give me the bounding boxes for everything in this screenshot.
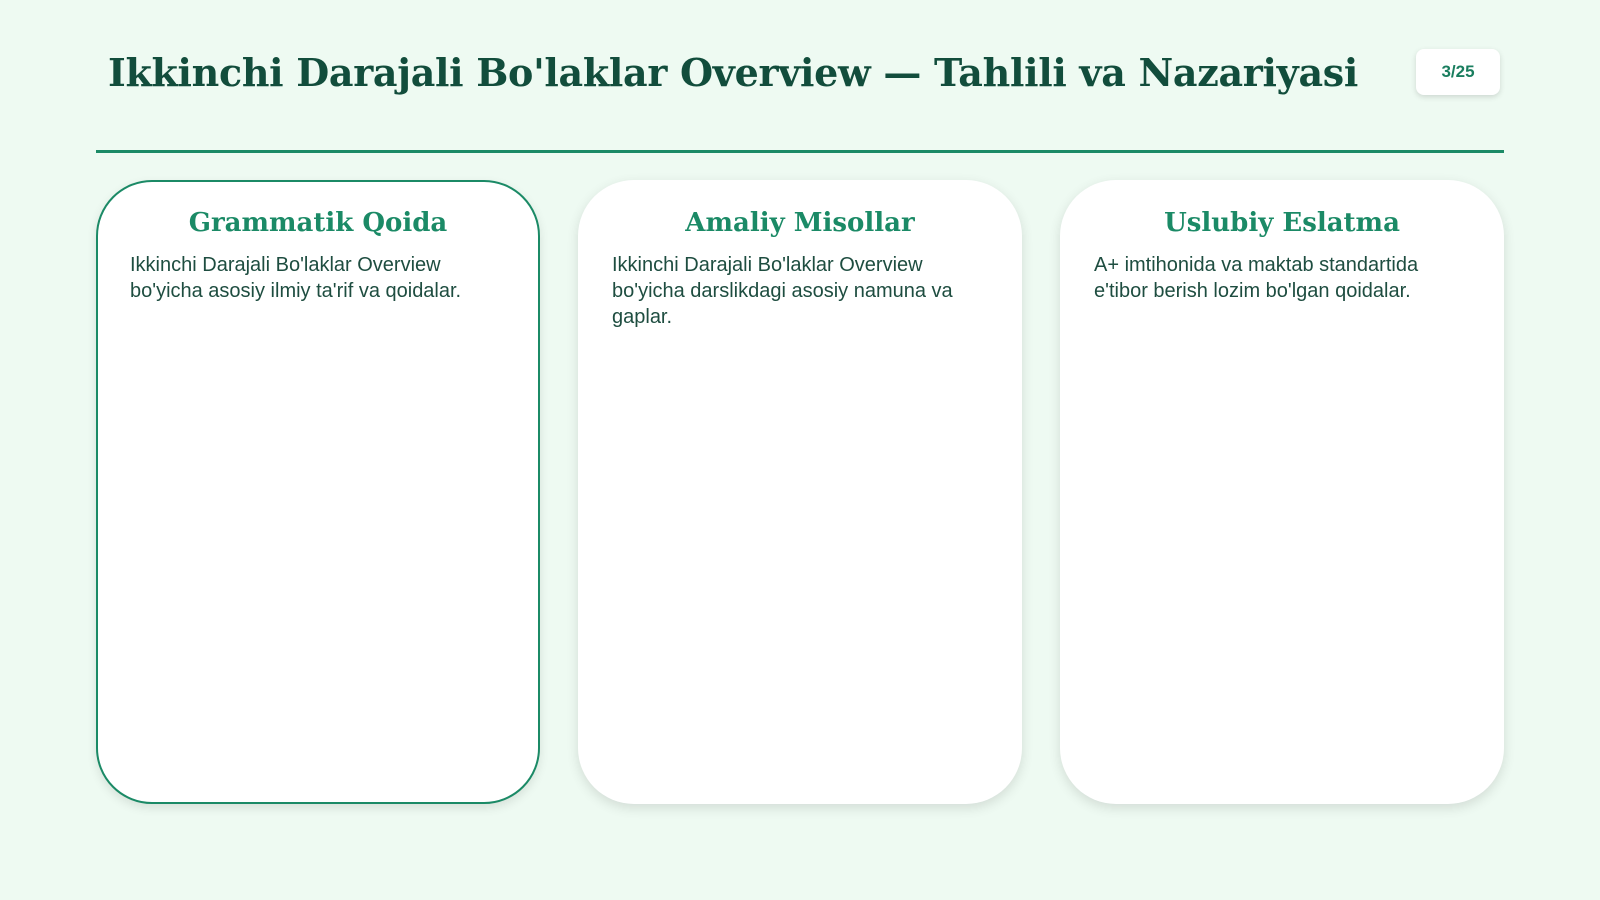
card-text: Ikkinchi Darajali Bo'laklar Overview bo'yicha asosiy ilmiy ta'rif va qoidalar. bbox=[130, 254, 462, 302]
card-title: Uslubiy Eslatma bbox=[1164, 208, 1400, 238]
card-row bbox=[96, 180, 1504, 804]
card-text: Ikkinchi Darajali Bo'laklar Overview bo'yicha darslikdagi asosiy namuna va gaplar. bbox=[612, 254, 953, 328]
page-number-badge: 3/25 bbox=[1416, 49, 1500, 95]
title-divider bbox=[96, 150, 1504, 153]
card-practical-examples[interactable] bbox=[578, 180, 1022, 804]
card-text: A+ imtihonida va maktab standartida e'tibor berish lozim bo'lgan qoidalar. bbox=[1094, 254, 1419, 302]
card-title: Amaliy Misollar bbox=[685, 208, 915, 238]
card-title: Grammatik Qoida bbox=[188, 208, 448, 238]
page-title: Ikkinchi Darajali Bo'laklar Overview — Tahlili va Nazariyasi bbox=[108, 50, 1358, 95]
card-grammar-rule[interactable] bbox=[96, 180, 540, 804]
card-style-note[interactable] bbox=[1060, 180, 1504, 804]
